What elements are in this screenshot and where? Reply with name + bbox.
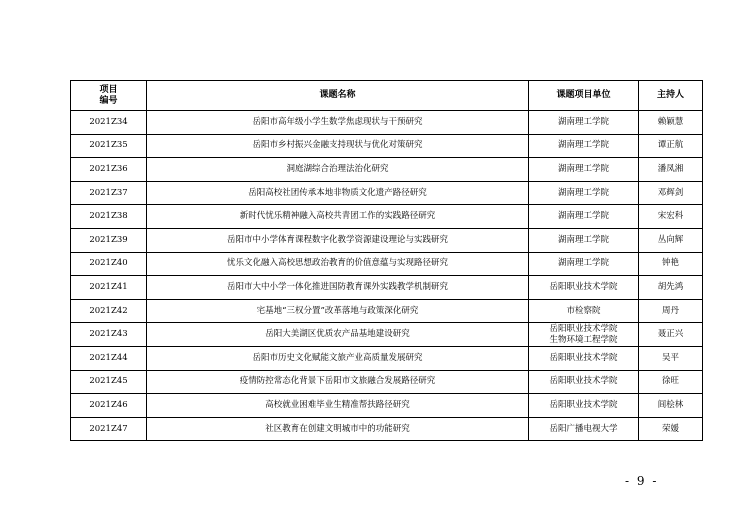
cell-project-title: 高校就业困难毕业生精准帮扶路径研究 bbox=[147, 394, 529, 418]
cell-project-id: 2021Z40 bbox=[71, 252, 147, 276]
table-row bbox=[71, 370, 703, 394]
cell-project-title: 忧乐文化融入高校思想政治教育的价值意蕴与实现路径研究 bbox=[147, 252, 529, 276]
cell-project-title: 新时代忧乐精神融入高校共青团工作的实践路径研究 bbox=[147, 205, 529, 229]
cell-project-leader: 荣媛 bbox=[639, 417, 703, 441]
cell-project-title: 社区教育在创建文明城市中的功能研究 bbox=[147, 417, 529, 441]
cell-project-id: 2021Z42 bbox=[71, 299, 147, 323]
cell-project-title: 岳阳大美湖区优质农产品基地建设研究 bbox=[147, 323, 529, 347]
header-project-id: 项目 编号 bbox=[71, 81, 147, 111]
cell-project-unit: 岳阳职业技术学院 bbox=[529, 370, 639, 394]
cell-project-leader: 徐旺 bbox=[639, 370, 703, 394]
cell-project-id: 2021Z39 bbox=[71, 228, 147, 252]
cell-project-id: 2021Z45 bbox=[71, 370, 147, 394]
table-row bbox=[71, 181, 703, 205]
cell-project-id: 2021Z46 bbox=[71, 394, 147, 418]
cell-project-title: 岳阳市乡村振兴金融支持现状与优化对策研究 bbox=[147, 134, 529, 158]
table-row bbox=[71, 299, 703, 323]
cell-project-unit: 湖南理工学院 bbox=[529, 158, 639, 182]
cell-project-unit: 岳阳职业技术学院 bbox=[529, 346, 639, 370]
cell-project-unit: 湖南理工学院 bbox=[529, 228, 639, 252]
cell-project-unit: 岳阳职业技术学院 生物环境工程学院 bbox=[529, 323, 639, 347]
cell-project-leader: 钟艳 bbox=[639, 252, 703, 276]
table-row bbox=[71, 134, 703, 158]
cell-project-title: 岳阳市高年级小学生数学焦虑现状与干预研究 bbox=[147, 111, 529, 135]
table-row bbox=[71, 252, 703, 276]
cell-project-leader: 吴平 bbox=[639, 346, 703, 370]
cell-project-unit: 岳阳职业技术学院 bbox=[529, 394, 639, 418]
cell-project-title: 洞庭湖综合治理法治化研究 bbox=[147, 158, 529, 182]
header-project-unit: 课题项目单位 bbox=[529, 81, 639, 111]
cell-project-unit: 岳阳职业技术学院 bbox=[529, 276, 639, 300]
cell-project-title: 岳阳市历史文化赋能文旅产业高质量发展研究 bbox=[147, 346, 529, 370]
cell-project-leader: 聂正兴 bbox=[639, 323, 703, 347]
table-row bbox=[71, 276, 703, 300]
cell-project-id: 2021Z38 bbox=[71, 205, 147, 229]
cell-project-unit: 湖南理工学院 bbox=[529, 181, 639, 205]
cell-project-leader: 闾桧林 bbox=[639, 394, 703, 418]
table-header-row bbox=[71, 81, 703, 111]
cell-project-title: 岳阳市中小学体育课程数字化教学资源建设理论与实践研究 bbox=[147, 228, 529, 252]
table-body bbox=[71, 111, 703, 441]
page-number: - 9 - bbox=[625, 474, 659, 488]
table-row bbox=[71, 111, 703, 135]
cell-project-id: 2021Z44 bbox=[71, 346, 147, 370]
cell-project-id: 2021Z36 bbox=[71, 158, 147, 182]
cell-project-id: 2021Z43 bbox=[71, 323, 147, 347]
header-project-title: 课题名称 bbox=[147, 81, 529, 111]
cell-project-unit: 湖南理工学院 bbox=[529, 134, 639, 158]
cell-project-title: 宅基地“三权分置”改革落地与政策深化研究 bbox=[147, 299, 529, 323]
cell-project-unit: 湖南理工学院 bbox=[529, 111, 639, 135]
table-row bbox=[71, 346, 703, 370]
cell-project-id: 2021Z35 bbox=[71, 134, 147, 158]
project-table bbox=[70, 80, 703, 441]
table-row bbox=[71, 417, 703, 441]
cell-project-id: 2021Z47 bbox=[71, 417, 147, 441]
cell-project-title: 岳阳市大中小学一体化推进国防教育课外实践教学机制研究 bbox=[147, 276, 529, 300]
cell-project-unit: 湖南理工学院 bbox=[529, 205, 639, 229]
cell-project-id: 2021Z34 bbox=[71, 111, 147, 135]
cell-project-id: 2021Z37 bbox=[71, 181, 147, 205]
cell-project-title: 疫情防控常态化背景下岳阳市文旅融合发展路径研究 bbox=[147, 370, 529, 394]
cell-project-id: 2021Z41 bbox=[71, 276, 147, 300]
cell-project-leader: 潘凤湘 bbox=[639, 158, 703, 182]
cell-project-unit: 岳阳广播电视大学 bbox=[529, 417, 639, 441]
cell-project-leader: 赖颖慧 bbox=[639, 111, 703, 135]
cell-project-leader: 丛向辉 bbox=[639, 228, 703, 252]
cell-project-leader: 周丹 bbox=[639, 299, 703, 323]
table-row bbox=[71, 323, 703, 347]
cell-project-unit: 湖南理工学院 bbox=[529, 252, 639, 276]
cell-project-leader: 宋宏科 bbox=[639, 205, 703, 229]
header-project-leader: 主持人 bbox=[639, 81, 703, 111]
table-row bbox=[71, 394, 703, 418]
table-row bbox=[71, 205, 703, 229]
cell-project-unit: 市检察院 bbox=[529, 299, 639, 323]
cell-project-leader: 谭正航 bbox=[639, 134, 703, 158]
cell-project-leader: 胡先鸿 bbox=[639, 276, 703, 300]
table-row bbox=[71, 228, 703, 252]
cell-project-leader: 邓辉剑 bbox=[639, 181, 703, 205]
table-row bbox=[71, 158, 703, 182]
cell-project-title: 岳阳高校社团传承本地非物质文化遗产路径研究 bbox=[147, 181, 529, 205]
